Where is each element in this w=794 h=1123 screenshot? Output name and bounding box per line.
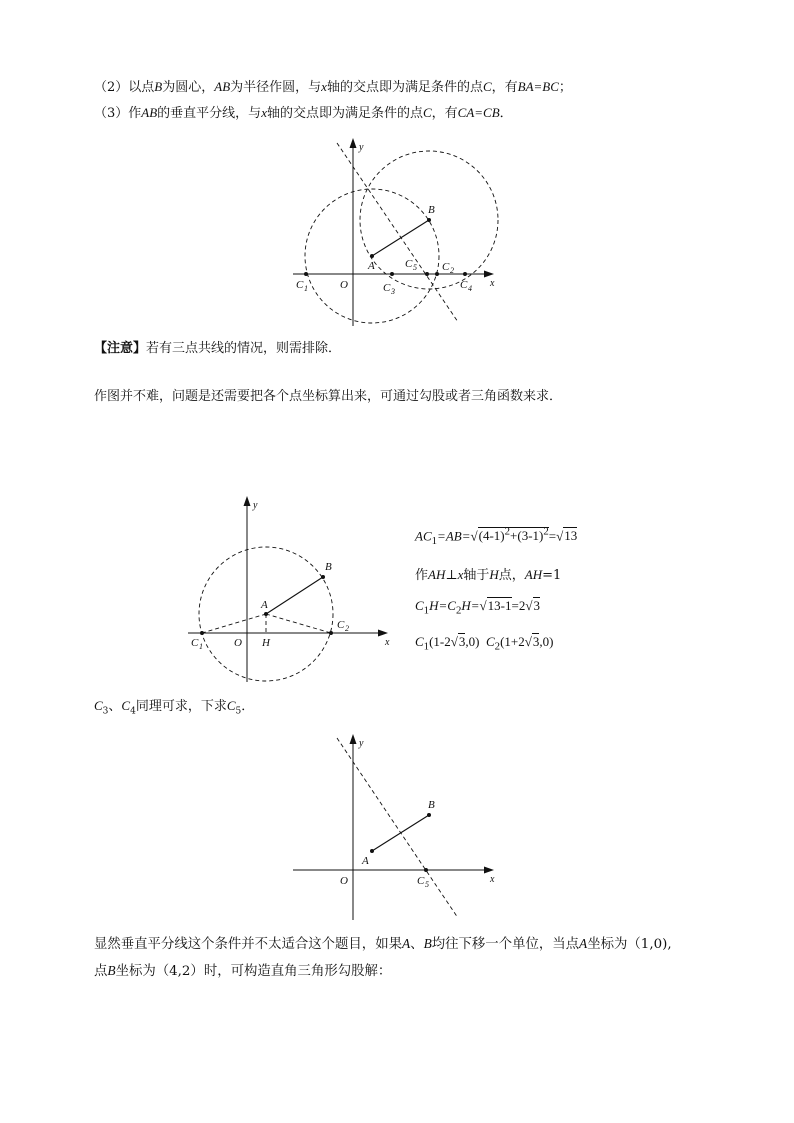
text-run: 作 — [415, 568, 429, 583]
label-A: A — [368, 260, 375, 272]
text-run: ． — [241, 699, 255, 714]
sqrt-sign: √ — [470, 528, 478, 544]
var-C: C — [422, 105, 432, 120]
perpendicular-bisector — [337, 738, 458, 918]
label-A: A — [261, 599, 268, 611]
subscript: 5 — [235, 706, 242, 717]
label-C3: C — [383, 282, 391, 294]
label-y: y — [253, 500, 258, 511]
var-A: A — [401, 936, 411, 951]
var-C: C — [121, 698, 131, 713]
label-C2-sub: 2 — [450, 266, 454, 275]
paragraph-shift — [94, 935, 672, 954]
var-C: C — [226, 698, 236, 713]
text-run: x — [457, 567, 464, 582]
paragraph-shift-cont — [94, 962, 391, 981]
label-C1-sub: 1 — [199, 642, 203, 651]
label-B: B — [325, 561, 332, 573]
text-run: （2）以点 — [94, 80, 155, 95]
text-run: AC — [415, 528, 432, 544]
text-run: +(3-1) — [510, 528, 544, 544]
text-run: 同理可求，下求 — [135, 699, 227, 714]
superscript: 2 — [504, 526, 511, 538]
x-axis-arrow — [484, 867, 494, 874]
label-C4-sub: 4 — [468, 284, 472, 293]
label-y: y — [359, 738, 364, 749]
subscript: 1 — [423, 640, 430, 653]
var-AB: AB — [141, 105, 158, 120]
radicand: 13 — [564, 528, 578, 544]
equation-CA-CB: CA=CB — [457, 105, 500, 120]
var-B: B — [154, 79, 163, 94]
label-y: y — [359, 142, 364, 153]
text-run: H — [489, 567, 499, 582]
y-axis-arrow — [350, 734, 357, 744]
text-run: 点， — [498, 568, 525, 583]
text-run: 若有三点共线的情况，则需排除． — [146, 341, 342, 356]
subscript: 3 — [102, 706, 109, 717]
text-run: 轴的交点即为满足条件的点 — [266, 106, 423, 121]
point-C5 — [424, 868, 428, 872]
label-x: x — [490, 278, 495, 289]
var-C: C — [94, 698, 103, 713]
var-A: A — [579, 936, 588, 951]
text-run: =1 — [542, 568, 562, 583]
radicand: 3 — [458, 634, 466, 649]
var-B: B — [423, 936, 432, 951]
label-C2: C — [337, 619, 345, 631]
text-run: 作图并不难，问题是还需要把各个点坐标算出来，可通过勾股或者三角函数来求． — [94, 389, 563, 404]
label-O: O — [340, 279, 348, 291]
label-C2: C — [442, 261, 450, 273]
text-run: C — [486, 634, 495, 649]
subscript: 2 — [455, 604, 462, 617]
subscript: 4 — [130, 706, 136, 717]
text-run: =2 — [511, 598, 526, 613]
text-run: 为半径作圆，与 — [230, 80, 322, 95]
sqrt-sign: √ — [525, 598, 533, 613]
radicand: 3 — [533, 598, 540, 613]
text-run: （3）作 — [94, 106, 142, 121]
text-run: 、 — [108, 699, 122, 714]
text-run: ； — [558, 80, 572, 95]
var-C: C — [482, 79, 492, 94]
text-run: ，有 — [431, 106, 458, 121]
text-run: ,0) — [465, 634, 480, 649]
label-x: x — [490, 874, 495, 885]
label-C5: C — [417, 875, 425, 887]
text-run: H=C — [429, 598, 456, 613]
text-run: ，有 — [491, 80, 518, 95]
text-run: =AB= — [437, 528, 471, 544]
subscript: 2 — [494, 640, 501, 653]
sqrt-sign: √ — [556, 528, 564, 544]
radicand: 13-1 — [487, 598, 512, 613]
text-run: (4-1) — [478, 528, 505, 544]
var-AB: AB — [214, 79, 231, 94]
text-run: 均往下移一个单位，当点 — [431, 937, 580, 952]
label-B: B — [428, 204, 435, 216]
point-A — [370, 849, 374, 853]
text-run: ,0) — [539, 634, 554, 649]
point-B — [427, 813, 431, 817]
text-run: AH — [428, 567, 446, 582]
text-run: 显然垂直平分线这个条件并不太适合这个题目，如果 — [94, 937, 402, 952]
text-run: (1-2 — [429, 634, 451, 649]
text-run: 轴的交点即为满足条件的点 — [326, 80, 483, 95]
subscript: 1 — [431, 534, 438, 547]
label-O: O — [340, 875, 348, 887]
equation-BA-BC: BA=BC — [517, 79, 559, 94]
label-C5-sub: 5 — [425, 880, 429, 889]
text-run: = — [548, 528, 557, 544]
label-C5-sub: 5 — [413, 263, 417, 272]
perp-symbol: ⊥ — [445, 568, 458, 583]
var-x: x — [261, 105, 267, 120]
label-B: B — [428, 799, 435, 811]
label-C1: C — [191, 637, 199, 649]
superscript: 2 — [543, 526, 549, 538]
text-run: 点 — [94, 964, 108, 979]
text-run: 为圆心， — [162, 80, 215, 95]
sqrt-sign: √ — [479, 598, 487, 613]
label-C5: C — [405, 258, 413, 270]
text-run: C — [415, 634, 424, 649]
label-C2-sub: 2 — [345, 624, 349, 633]
label-C1-sub: 1 — [304, 284, 308, 293]
var-x: x — [321, 79, 327, 94]
text-run: H= — [461, 598, 480, 613]
text-run: 、 — [410, 937, 424, 952]
label-A: A — [362, 855, 369, 867]
label-C4: C — [460, 279, 468, 291]
text-run: 轴于 — [463, 568, 490, 583]
segment-AB — [372, 815, 429, 851]
radicand: 3 — [532, 634, 540, 649]
text-run: 坐标为（1,0), — [587, 937, 672, 952]
label-O: O — [234, 637, 242, 649]
text-run: (1+2 — [500, 634, 525, 649]
text-run: AH — [524, 567, 543, 582]
var-B: B — [107, 963, 116, 978]
subscript: 1 — [423, 604, 430, 617]
sqrt-sign: √ — [450, 634, 458, 649]
label-H: H — [262, 637, 270, 649]
text-run: 坐标为（4,2）时，可构造直角三角形勾股解： — [115, 964, 392, 979]
note-label: 【注意】 — [94, 341, 147, 356]
label-x: x — [385, 637, 390, 648]
text-run: 的垂直平分线，与 — [157, 106, 262, 121]
label-C3-sub: 3 — [391, 287, 395, 296]
sqrt-sign: √ — [524, 634, 532, 649]
text-run: ． — [499, 106, 513, 121]
text-run: C — [415, 598, 424, 613]
label-C1: C — [296, 279, 304, 291]
